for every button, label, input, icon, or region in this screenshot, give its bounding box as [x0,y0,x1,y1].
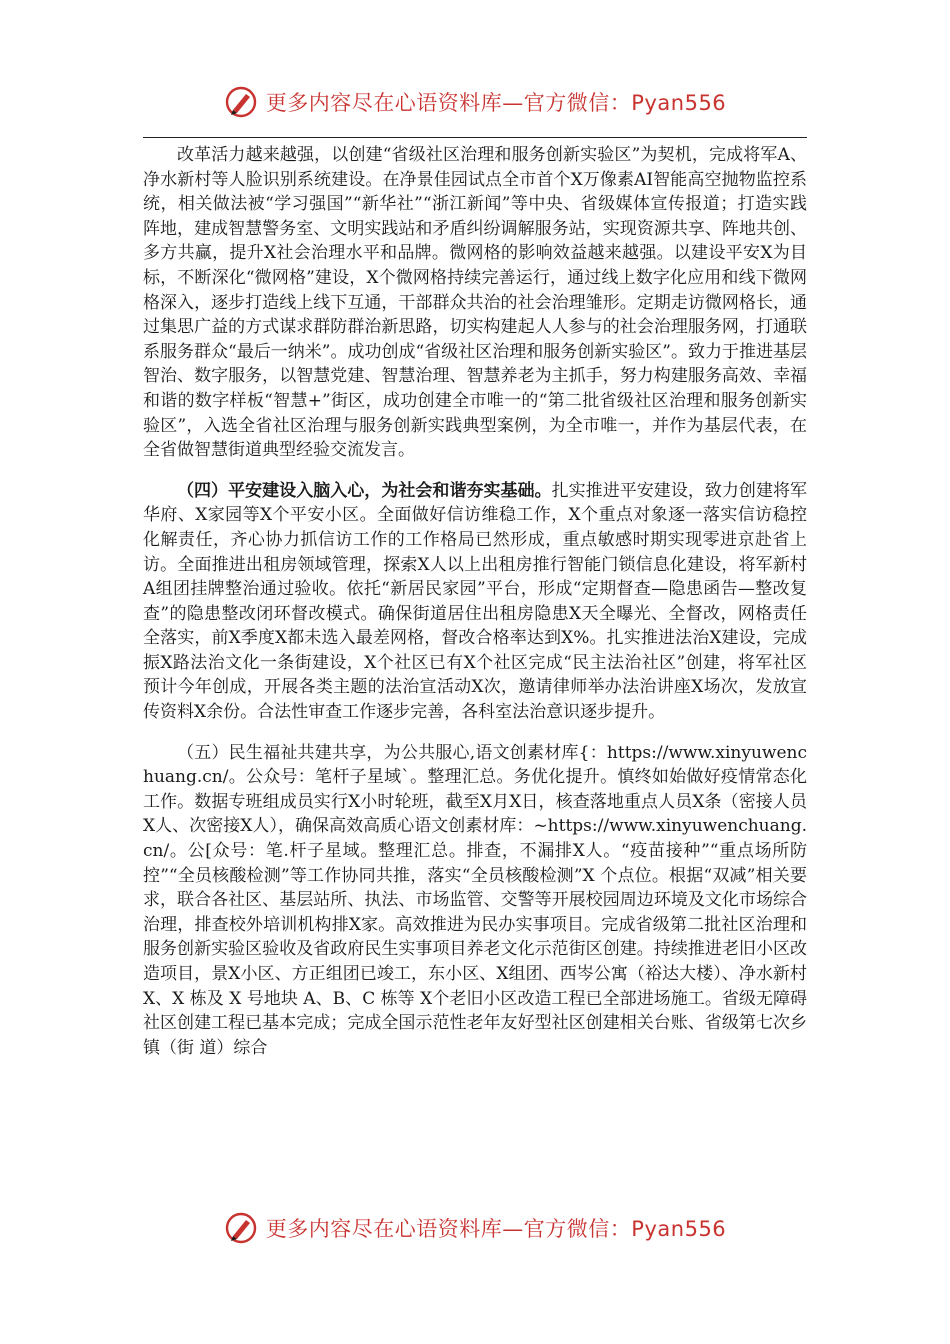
paragraph-3 [143,741,807,1061]
header-brand-text: 更多内容尽在心语资料库—官方微信：Pyan556 [265,91,727,115]
header-divider [143,137,807,138]
document-body [143,143,807,1060]
paragraph-1-text: 改革活力越来越强，以创建“省级社区治理和服务创新实验区”为契机，完成将军A、净水新村等人脸识别系统建设。在净景佳园试点全市首个X万像素AI智能高空抛物监控系统，相关做法被“学习强国”“新华社”“浙江新闻”等中央、省级媒体宣传报道；打造实践阵地，建成智慧警务室、文明实践站和矛盾纠纷调解服务站，实现资源共享、阵地共创、多方共赢，提升X社会治理水平和品牌。微网格的影响效益越来越强。以建设平安X为目标，不断深化“微网格”建设，X个微网格持续完善运行，通过线上数字化应用和线下微网格深入，逐步打造线上线下互通，干部群众共治的社会治理雏形。定期走访微网格长，通过集思广益的方式谋求群防群治新思路，切实构建起人人参与的社会治理服务网，打通联系服务群众“最后一纳米”。成功创成“省级社区治理和服务创新实验区”。致力于推进基层智治、数字服务，以智慧党建、智慧治理、智慧养老为主抓手，努力构建服务高效、幸福和谐的数字样板“智慧+”街区，成功创建全市唯一的“第二批省级社区治理和服务创新实验区”，入选全省社区治理与服务创新实践典型案例，为全市唯一，并作为基层代表，在全省做智慧街道典型经验交流发言。 [143,145,807,461]
pen-logo-icon [224,85,258,119]
paragraph-2 [143,479,807,725]
header-brand [0,82,950,122]
pen-logo-icon [224,1211,258,1245]
footer-brand [0,1208,950,1248]
paragraph-2-text: 扎实推进平安建设，致力创建将军华府、X家园等X个平安小区。全面做好信访维稳工作，X个重点对象逐一落实信访稳控化解责任，齐心协力抓信访工作的工作格局已然形成，重点敏感时期实现零进京赴省上访。全面推进出租房领域管理，探索X人以上出租房推行智能门锁信息化建设，将军新村A组团挂牌整治通过验收。依托“新居民家园”平台，形成“定期督查—隐患函告—整改复查”的隐患整改闭环督改模式。确保街道居住出租房隐患X天全曝光、全督改，网格责任全落实，前X季度X都未选入最差网格，督改合格率达到X%。扎实推进法治X建设，完成振X路法治文化一条街建设，X个社区已有X个社区完成“民主法治社区”创建，将军社区预计今年创成，开展各类主题的法治宣活动X次，邀请律师举办法治讲座X场次，发放宣传资料X余份。合法性审查工作逐步完善，各科室法治意识逐步提升。 [143,480,808,723]
footer-brand-text: 更多内容尽在心语资料库—官方微信：Pyan556 [265,1217,727,1241]
paragraph-1 [143,143,807,463]
paragraph-3-text: （五）民生福祉共建共享，为公共服心,语文创素材库{：https://www.xinyuwenchuang.cn/。公众号：笔杆子星域`。整理汇总。务优化提升。慎终如始做好疫情常态化工作。数据专班组成员实行X小时轮班，截至X月X日，核查落地重点人员X条（密接人员X人、次密接X人），确保高效高质心语文创素材库：~https://www.xinyuwenchuang.cn/。公[众号：笔.杆子星域。整理汇总。排查，不漏排X人。“疫苗接种”“重点场所防控”“全员核酸检测”等工作协同共推，落实“全员核酸检测”X 个点位。根据“双减”相关要求，联合各社区、基层站所、执法、市场监管、交警等开展校园周边环境及文化市场综合治理，排查校外培训机构排X家。高效推进为民办实事项目。完成省级第二批社区治理和服务创新实验区验收及省政府民生实事项目养老文化示范街区创建。持续推进老旧小区改造项目，景X小区、方正组团已竣工，东小区、X组团、西岑公寓（裕达大楼）、净水新村 X、X 栋及 X 号地块 A、B、C 栋等 X个老旧小区改造工程已全部进场施工。省级无障碍社区创建工程已基本完成；完成全国示范性老年友好型社区创建相关台账、省级第七次乡镇（街 道）综合 [143,742,807,1058]
section-4-heading: （四）平安建设入脑入心，为社会和谐夯实基础。 [177,480,552,501]
